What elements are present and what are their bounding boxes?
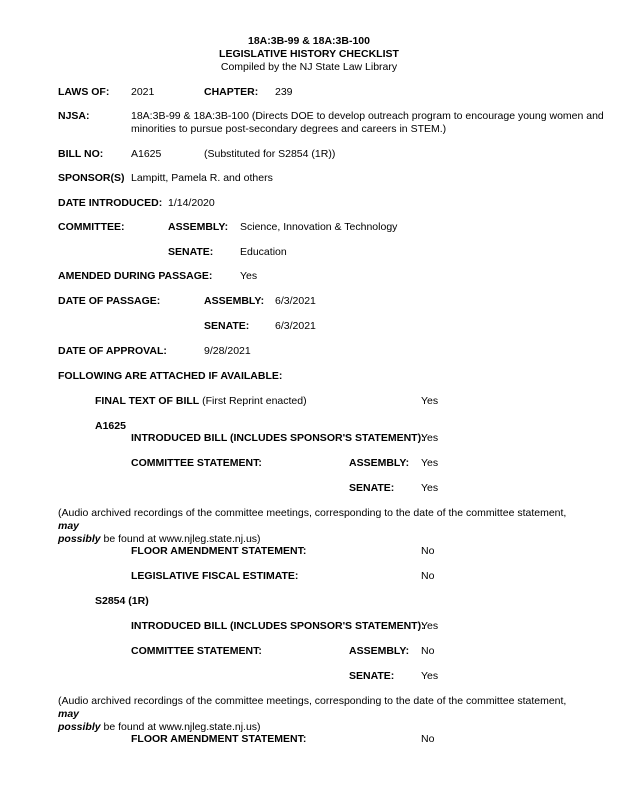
a1625-fiscal-value: No <box>421 570 435 582</box>
s2854-assembly-value: No <box>421 645 435 657</box>
approval-value: 9/28/2021 <box>204 345 251 357</box>
chapter-value: 239 <box>275 86 293 98</box>
document-subtitle: LEGISLATIVE HISTORY CHECKLIST <box>219 48 399 60</box>
final-text-label: FINAL TEXT OF BILL <box>95 395 200 407</box>
amended-label: AMENDED DURING PASSAGE: <box>58 270 213 282</box>
audio-note-text: (Audio archived recordings of the committee meetings, corresponding to the date of the committee statement, <box>58 695 567 707</box>
chapter-label: CHAPTER: <box>204 86 259 98</box>
a1625-fiscal-label: LEGISLATIVE FISCAL ESTIMATE: <box>131 570 299 582</box>
a1625-senate-label: SENATE: <box>349 482 395 494</box>
s2854-floor-value: No <box>421 733 435 745</box>
a1625-floor-label: FLOOR AMENDMENT STATEMENT: <box>131 545 307 557</box>
laws-of-label: LAWS OF: <box>58 86 110 98</box>
document-title: 18A:3B-99 & 18A:3B-100 <box>248 35 370 47</box>
s2854-committee-label: COMMITTEE STATEMENT: <box>131 645 262 657</box>
a1625-introduced-value: Yes <box>421 432 439 444</box>
a1625-floor-value: No <box>421 545 435 557</box>
committee-senate-value: Education <box>240 246 287 258</box>
s2854-audio-note <box>58 695 583 734</box>
s2854-floor-label: FLOOR AMENDMENT STATEMENT: <box>131 733 307 745</box>
laws-of-value: 2021 <box>131 86 155 98</box>
attached-heading: FOLLOWING ARE ATTACHED IF AVAILABLE: <box>58 370 283 382</box>
a1625-committee-label: COMMITTEE STATEMENT: <box>131 457 262 469</box>
s2854-assembly-label: ASSEMBLY: <box>349 645 410 657</box>
audio-note-may: may <box>58 708 80 720</box>
a1625-heading: A1625 <box>95 420 126 432</box>
audio-note-may: may <box>58 520 80 532</box>
compiled-by: Compiled by the NJ State Law Library <box>220 61 398 73</box>
njsa-label: NJSA: <box>58 110 90 122</box>
audio-note-text: (Audio archived recordings of the committee meetings, corresponding to the date of the committee statement, <box>58 507 567 519</box>
committee-senate-label: SENATE: <box>168 246 214 258</box>
passage-senate-label: SENATE: <box>204 320 250 332</box>
amended-value: Yes <box>240 270 258 282</box>
s2854-heading: S2854 (1R) <box>95 595 149 607</box>
audio-note-url-text: be found at www.njleg.state.nj.us) <box>100 533 261 545</box>
audio-note-url-text: be found at www.njleg.state.nj.us) <box>100 721 261 733</box>
final-text-row <box>95 395 307 408</box>
committee-assembly-label: ASSEMBLY: <box>168 221 229 233</box>
a1625-assembly-value: Yes <box>421 457 439 469</box>
committee-assembly-value: Science, Innovation & Technology <box>240 221 398 233</box>
passage-assembly-value: 6/3/2021 <box>275 295 316 307</box>
njsa-line-1: 18A:3B-99 & 18A:3B-100 (Directs DOE to develop outreach program to encourage young women and <box>131 110 604 122</box>
a1625-audio-note <box>58 507 583 546</box>
final-text-note: (First Reprint enacted) <box>202 395 307 407</box>
committee-label: COMMITTEE: <box>58 221 125 233</box>
passage-senate-value: 6/3/2021 <box>275 320 316 332</box>
a1625-senate-value: Yes <box>421 482 439 494</box>
passage-assembly-label: ASSEMBLY: <box>204 295 265 307</box>
a1625-introduced-label: INTRODUCED BILL (INCLUDES SPONSOR'S STATEMENT): <box>131 432 425 444</box>
passage-label: DATE OF PASSAGE: <box>58 295 161 307</box>
s2854-introduced-value: Yes <box>421 620 439 632</box>
date-introduced-value: 1/14/2020 <box>168 197 215 209</box>
s2854-senate-value: Yes <box>421 670 439 682</box>
approval-label: DATE OF APPROVAL: <box>58 345 167 357</box>
bill-substitution-note: (Substituted for S2854 (1R)) <box>204 148 336 160</box>
sponsors-label: SPONSOR(S) <box>58 172 125 184</box>
audio-note-possibly: possibly <box>58 533 101 545</box>
audio-note-possibly: possibly <box>58 721 101 733</box>
s2854-introduced-label: INTRODUCED BILL (INCLUDES SPONSOR'S STATEMENT): <box>131 620 425 632</box>
final-text-value: Yes <box>421 395 439 407</box>
bill-no-label: BILL NO: <box>58 148 104 160</box>
bill-no-value: A1625 <box>131 148 162 160</box>
s2854-senate-label: SENATE: <box>349 670 395 682</box>
sponsors-value: Lampitt, Pamela R. and others <box>131 172 273 184</box>
a1625-assembly-label: ASSEMBLY: <box>349 457 410 469</box>
date-introduced-label: DATE INTRODUCED: <box>58 197 163 209</box>
njsa-line-2: minorities to pursue post-secondary degrees and careers in STEM.) <box>131 123 447 135</box>
